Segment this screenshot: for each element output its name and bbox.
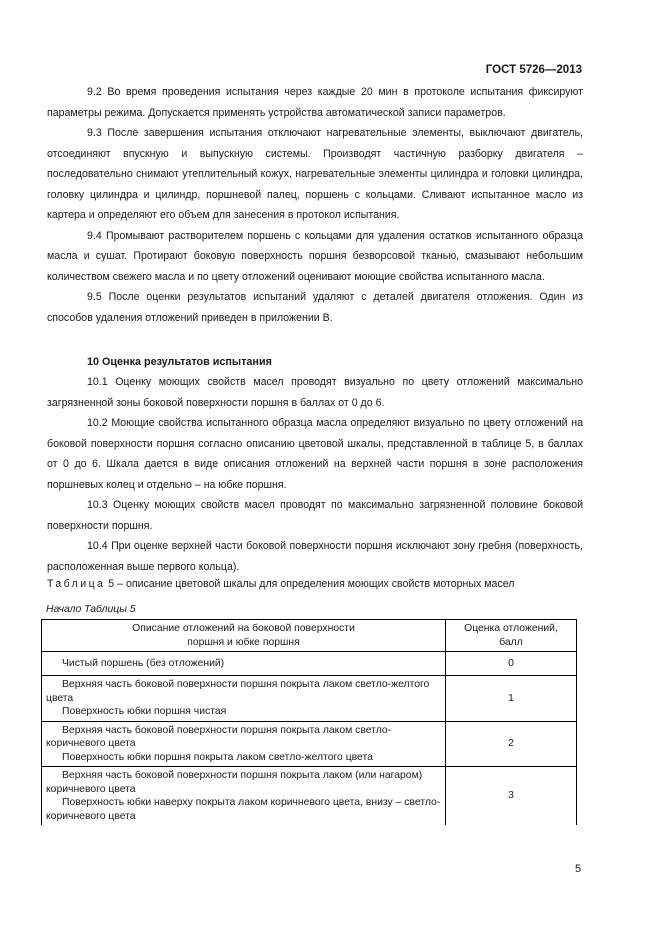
table-caption-text: 5 – описание цветовой шкалы для определения моющих свойств моторных масел: [105, 578, 515, 590]
row-description: Верхняя часть боковой поверхности поршня покрыта лаком (или нагаром) коричневого цвета Поверхность юбки наверху покрыта лаком коричневого цвета, внизу – светло-коричневого цвета: [42, 767, 446, 826]
table-header-row: [42, 620, 577, 652]
page-number: 5: [575, 863, 582, 875]
column-header-score: Оценка отложений, балл: [446, 620, 577, 652]
table-subcaption: Начало Таблицы 5: [46, 604, 136, 615]
row-score: 3: [446, 767, 577, 826]
section-9-text: [47, 82, 583, 328]
paragraph-9-2: 9.2 Во время проведения испытания через каждые 20 мин в протоколе испытания фиксируют параметры режима. Допускается применять устройства автоматической записи параметров.: [47, 86, 583, 119]
row-description: Верхняя часть боковой поверхности поршня покрыта лаком светло-желтого цвета Поверхность юбки поршня чистая: [42, 676, 446, 722]
paragraph-9-5: 9.5 После оценки результатов испытаний удаляют с деталей двигателя отложения. Один из способов удаления отложений приведен в приложении В.: [47, 291, 583, 324]
document-header-standard: ГОСТ 5726—2013: [485, 64, 582, 76]
paragraph-9-4: 9.4 Промывают растворителем поршень с кольцами для удаления остатков испытанного образца масла и сушат. Протирают боковую поверхность поршня безворсовой тканью, смазывают небольшим количеством свежего масла и по цвету отложений оценивают моющие свойства испытанного масла.: [47, 229, 583, 283]
paragraph-10-4: 10.4 При оценке верхней части боковой поверхности поршня исключают зону гребня (поверхность, расположенная выше первого кольца).: [47, 540, 583, 573]
table-row: [42, 652, 577, 676]
section-10-title: 10 Оценка результатов испытания: [87, 356, 272, 368]
table-row: [42, 721, 577, 767]
paragraph-9-3: 9.3 После завершения испытания отключают нагревательные элементы, выключают двигатель, отсоединяют впускную и выпускную системы. Производят частичную разборку двигателя – последовательно снимают утеплительный кожух, нагревательные элементы цилиндра и головки цилиндра, головку цилиндра и цилиндр, поршневой палец, поршень с кольцами. Сливают испытанное масло из картера и определяют его объем для занесения в протокол испытания.: [47, 127, 583, 221]
table-caption: [47, 578, 514, 590]
table-row: [42, 767, 577, 826]
color-scale-table: [41, 619, 577, 825]
row-score: 0: [446, 652, 577, 676]
row-score: 1: [446, 676, 577, 722]
section-10-text: [47, 372, 583, 577]
paragraph-10-3: 10.3 Оценку моющих свойств масел проводят по максимально загрязненной половине боковой поверхности поршня.: [47, 499, 583, 532]
column-header-description: Описание отложений на боковой поверхности поршня и юбке поршня: [42, 620, 446, 652]
table-row: [42, 676, 577, 722]
row-description: Верхняя часть боковой поверхности поршня покрыта лаком светло-коричневого цвета Поверхность юбки поршня покрыта лаком светло-желтого цвета: [42, 721, 446, 767]
table-caption-label: Таблица: [47, 578, 106, 590]
paragraph-10-2: 10.2 Моющие свойства испытанного образца масла определяют визуально по цвету отложений на боковой поверхности поршня согласно описанию цветовой шкалы, представленной в таблице 5, в баллах от 0 до 6. Шкала дается в виде описания отложений на верхней части поршня в зоне расположения поршневых колец и отдельно – на юбке поршня.: [47, 417, 583, 491]
row-description: Чистый поршень (без отложений): [42, 652, 446, 676]
paragraph-10-1: 10.1 Оценку моющих свойств масел проводят визуально по цвету отложений максимально загрязненной зоны боковой поверхности поршня в баллах от 0 до 6.: [47, 376, 583, 409]
row-score: 2: [446, 721, 577, 767]
